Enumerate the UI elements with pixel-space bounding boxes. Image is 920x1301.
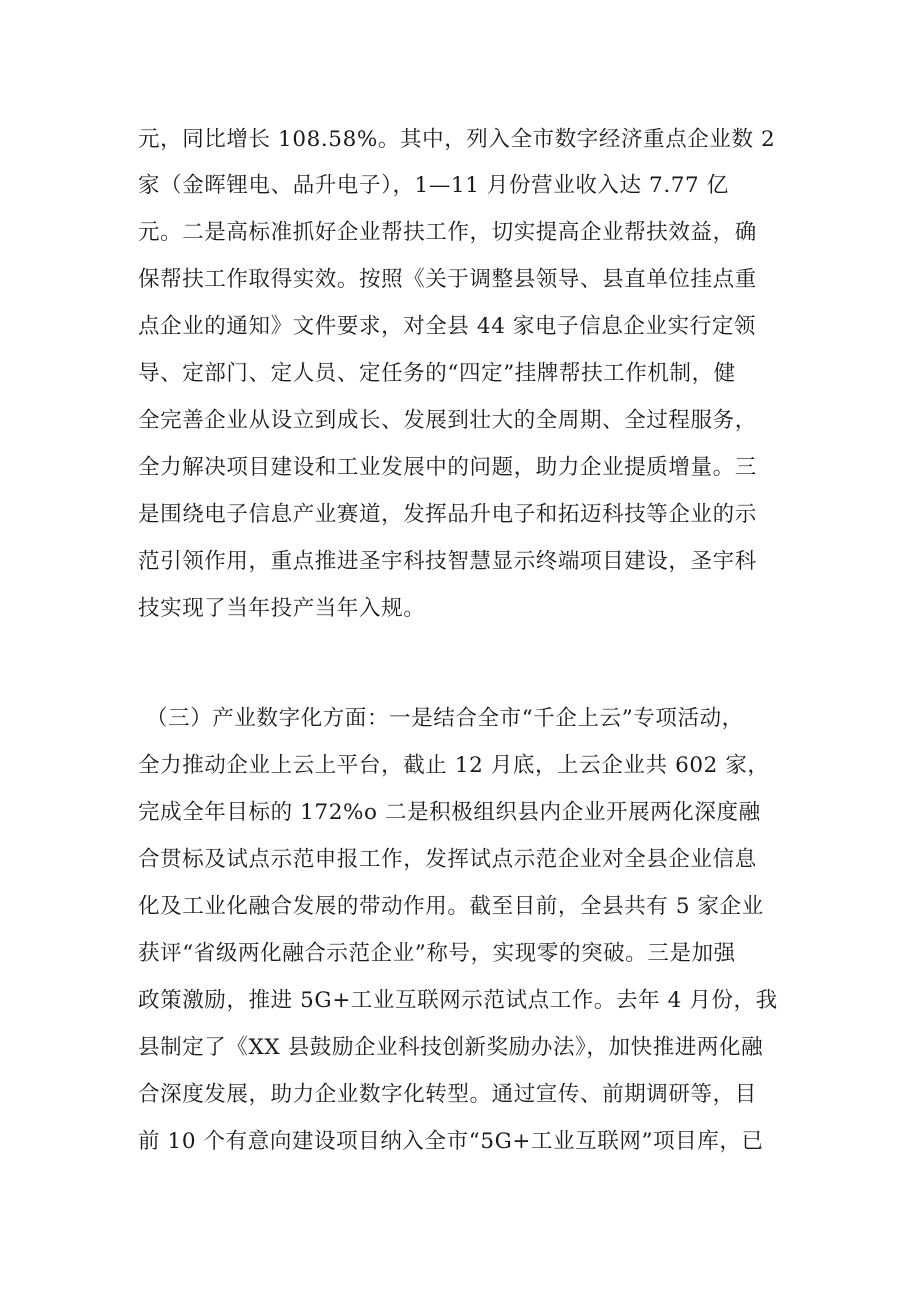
text-line: 全力推动企业上云上平台，截止 12 月底，上云企业共 602 家，	[138, 753, 770, 778]
text-line: 点企业的通知》文件要求，对全县 44 家电子信息企业实行定领	[138, 314, 757, 339]
text-line: 全力解决项目建设和工业发展中的问题，助力企业提质增量。三	[138, 455, 757, 480]
text-line: 范引领作用，重点推进圣宇科技智慧显示终端项目建设，圣宇科	[138, 549, 757, 574]
text-line: 是围绕电子信息产业赛道，发挥品升电子和拓迈科技等企业的示	[138, 502, 757, 527]
section-heading-line: （三）产业数字化方面：一是结合全市“千企上云”专项活动，	[146, 706, 744, 731]
text-line: 合深度发展，助力企业数字化转型。通过宣传、前期调研等，目	[138, 1082, 757, 1107]
text-line: 导、定部门、定人员、定任务的“四定”挂牌帮扶工作机制，健	[138, 361, 736, 386]
text-line: 元。二是高标准抓好企业帮扶工作，切实提高企业帮扶效益，确	[138, 220, 757, 245]
text-line: 家（金晖锂电、品升电子），1—11 月份营业收入达 7.77 亿	[138, 173, 729, 198]
text-line: 技实现了当年投产当年入规。	[138, 596, 426, 621]
text-line: 合贯标及试点示范申报工作，发挥试点示范企业对全县企业信息	[138, 847, 757, 872]
text-line: 政策激励，推进 5G+工业互联网示范试点工作。去年 4 月份，我	[138, 988, 778, 1013]
text-line: 化及工业化融合发展的带动作用。截至目前，全县共有 5 家企业	[138, 894, 764, 919]
text-line: 完成全年目标的 172%o 二是积极组织县内企业开展两化深度融	[138, 800, 761, 825]
text-line: 保帮扶工作取得实效。按照《关于调整县领导、县直单位挂点重	[138, 267, 757, 292]
text-line: 获评“省级两化融合示范企业”称号，实现零的突破。三是加强	[138, 941, 736, 966]
text-line: 前 10 个有意向建设项目纳入全市“5G+工业互联网”项目库，已	[138, 1129, 764, 1154]
text-line: 县制定了《XX 县鼓励企业科技创新奖励办法》，加快推进两化融	[138, 1035, 764, 1060]
text-line: 元，同比增长 108.58%。其中，列入全市数字经济重点企业数 2	[138, 127, 776, 152]
text-line: 全完善企业从设立到成长、发展到壮大的全周期、全过程服务，	[138, 408, 757, 433]
